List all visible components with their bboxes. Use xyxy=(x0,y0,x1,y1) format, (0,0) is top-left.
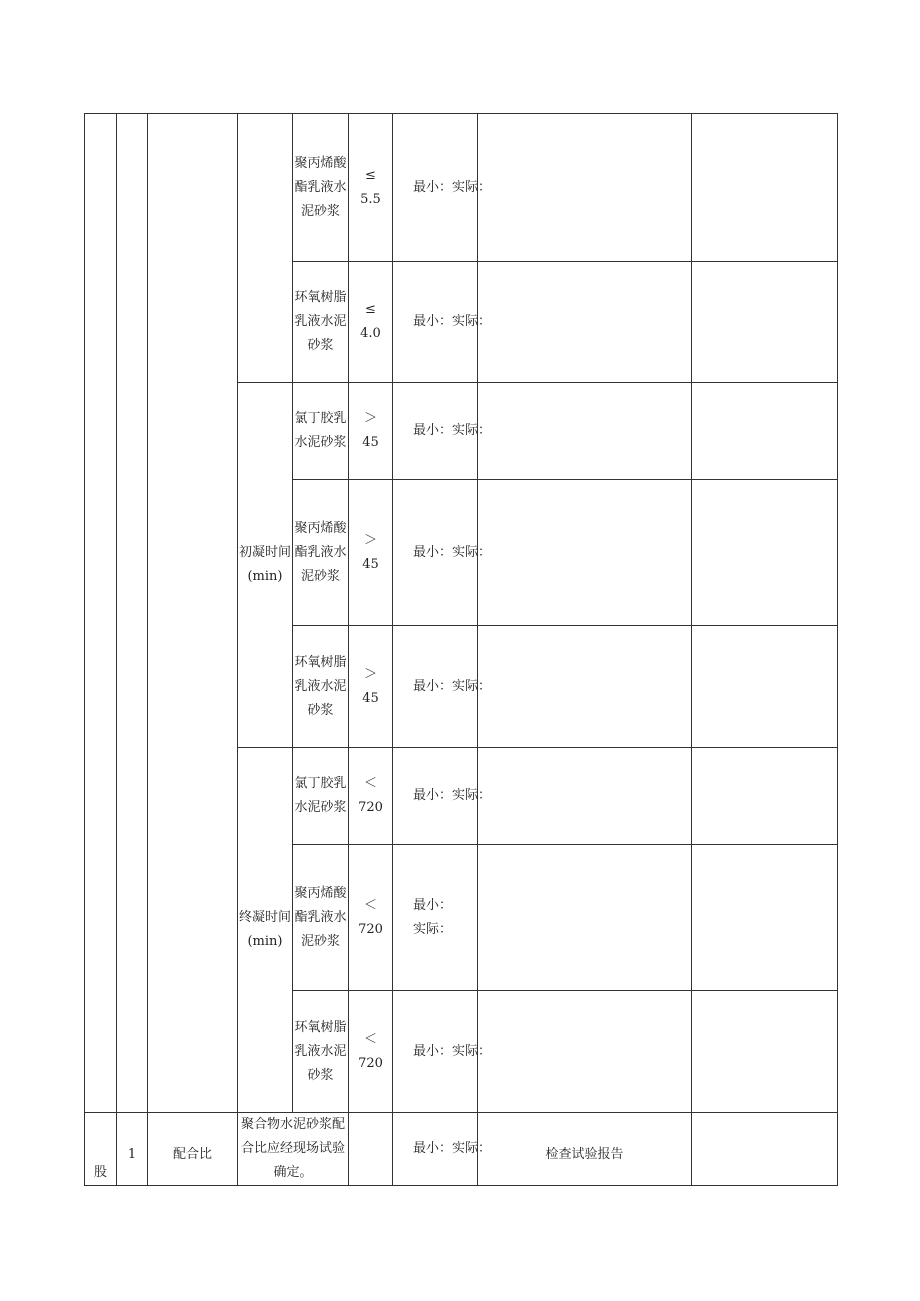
property-cell xyxy=(238,748,293,1113)
item-label: 配合比 xyxy=(172,1147,212,1162)
limit-value: 4.0 xyxy=(360,326,381,341)
limit-cell xyxy=(349,1113,393,1186)
check-method-cell xyxy=(478,383,692,480)
number-cell xyxy=(117,1113,148,1186)
measure-label: 最小：实际： xyxy=(413,788,492,803)
limit-value: 720 xyxy=(358,1055,383,1071)
measure-cell xyxy=(393,480,492,626)
measure-cell xyxy=(393,1113,492,1186)
measure-label: 最小：实际： xyxy=(413,1141,492,1156)
check-method-cell xyxy=(478,262,692,383)
number-cell xyxy=(117,114,148,1113)
measure-label: 最小：实际： xyxy=(413,678,492,694)
limit-sign: ＜ xyxy=(363,897,377,913)
limit-cell xyxy=(349,480,393,626)
material-cell xyxy=(293,480,349,626)
result-cell xyxy=(692,626,838,748)
item-number: 1 xyxy=(127,1147,137,1162)
measure-cell xyxy=(393,626,492,748)
limit-cell xyxy=(349,748,393,845)
material-label: 氯丁胶乳水泥砂浆 xyxy=(294,776,347,815)
measure-label: 最小：实际： xyxy=(413,544,492,560)
result-cell xyxy=(692,1113,838,1186)
result-cell xyxy=(692,262,838,383)
property-cell xyxy=(238,383,293,748)
category-cell xyxy=(85,114,117,1113)
limit-value: 720 xyxy=(358,800,383,815)
result-cell xyxy=(692,114,838,262)
limit-sign: ＜ xyxy=(363,776,377,791)
limit-value: 45 xyxy=(362,556,379,572)
limit-cell xyxy=(349,626,393,748)
check-method-cell xyxy=(478,480,692,626)
table-row xyxy=(85,114,838,262)
item-cell xyxy=(148,1113,238,1186)
result-cell xyxy=(692,383,838,480)
limit-sign: ≤ xyxy=(365,167,376,183)
measure-cell xyxy=(393,748,492,845)
limit-value: 45 xyxy=(362,690,379,706)
inspection-table xyxy=(84,113,838,1186)
limit-sign: ≤ xyxy=(365,302,376,317)
result-cell xyxy=(692,480,838,626)
measure-label: 最小：实际： xyxy=(413,423,492,438)
check-method-cell xyxy=(478,991,692,1113)
result-cell xyxy=(692,748,838,845)
table-row xyxy=(85,1113,838,1186)
material-label: 聚丙烯酸酯乳液水泥砂浆 xyxy=(294,520,347,584)
result-cell xyxy=(692,991,838,1113)
limit-sign: ＞ xyxy=(363,666,377,682)
measure-label: 最小：实际： xyxy=(413,179,492,195)
material-cell xyxy=(293,845,349,991)
check-method-cell xyxy=(478,748,692,845)
property-cell xyxy=(238,114,293,383)
check-method-cell xyxy=(478,1113,692,1186)
measure-cell xyxy=(393,262,492,383)
measure-cell xyxy=(393,114,492,262)
limit-sign: ＞ xyxy=(363,532,377,548)
material-cell xyxy=(293,626,349,748)
material-label: 环氧树脂乳液水泥砂浆 xyxy=(294,1019,347,1083)
material-cell xyxy=(293,262,349,383)
material-label: 环氧树脂乳液水泥砂浆 xyxy=(294,654,347,718)
result-cell xyxy=(692,845,838,991)
item-cell xyxy=(148,114,238,1113)
measure-label: 最小：实际： xyxy=(413,314,492,329)
limit-cell xyxy=(349,262,393,383)
check-method-text: 检查试验报告 xyxy=(545,1147,624,1162)
measure-cell xyxy=(393,383,492,480)
measure-min-label: 最小： xyxy=(413,897,453,913)
limit-sign: ＞ xyxy=(363,411,377,426)
limit-cell xyxy=(349,845,393,991)
material-label: 氯丁胶乳水泥砂浆 xyxy=(294,411,347,450)
material-label: 环氧树脂乳液水泥砂浆 xyxy=(294,290,347,353)
material-cell xyxy=(293,991,349,1113)
check-method-cell xyxy=(478,845,692,991)
limit-cell xyxy=(349,991,393,1113)
material-label: 聚丙烯酸酯乳液水泥砂浆 xyxy=(294,885,347,949)
limit-cell xyxy=(349,383,393,480)
check-method-cell xyxy=(478,626,692,748)
measure-actual-label: 实际： xyxy=(413,921,453,937)
material-label: 聚丙烯酸酯乳液水泥砂浆 xyxy=(294,155,347,219)
material-cell xyxy=(293,383,349,480)
requirement-cell xyxy=(238,1113,349,1186)
requirement-text: 聚合物水泥砂浆配合比应经现场试验确定。 xyxy=(240,1117,345,1180)
measure-label: 最小：实际： xyxy=(413,1043,492,1059)
limit-cell xyxy=(349,114,393,262)
limit-sign: ＜ xyxy=(363,1031,377,1047)
limit-value: 5.5 xyxy=(360,191,381,207)
limit-value: 45 xyxy=(362,435,379,450)
limit-value: 720 xyxy=(358,921,383,937)
final-set-label: 终凝时间(min) xyxy=(238,910,291,949)
material-cell xyxy=(293,748,349,845)
measure-cell xyxy=(393,845,478,991)
category-label: 股 xyxy=(93,1165,107,1180)
material-cell xyxy=(293,114,349,262)
initial-set-label: 初凝时间(min) xyxy=(238,545,291,584)
measure-cell xyxy=(393,991,492,1113)
category-cell xyxy=(85,1113,117,1186)
check-method-cell xyxy=(478,114,692,262)
